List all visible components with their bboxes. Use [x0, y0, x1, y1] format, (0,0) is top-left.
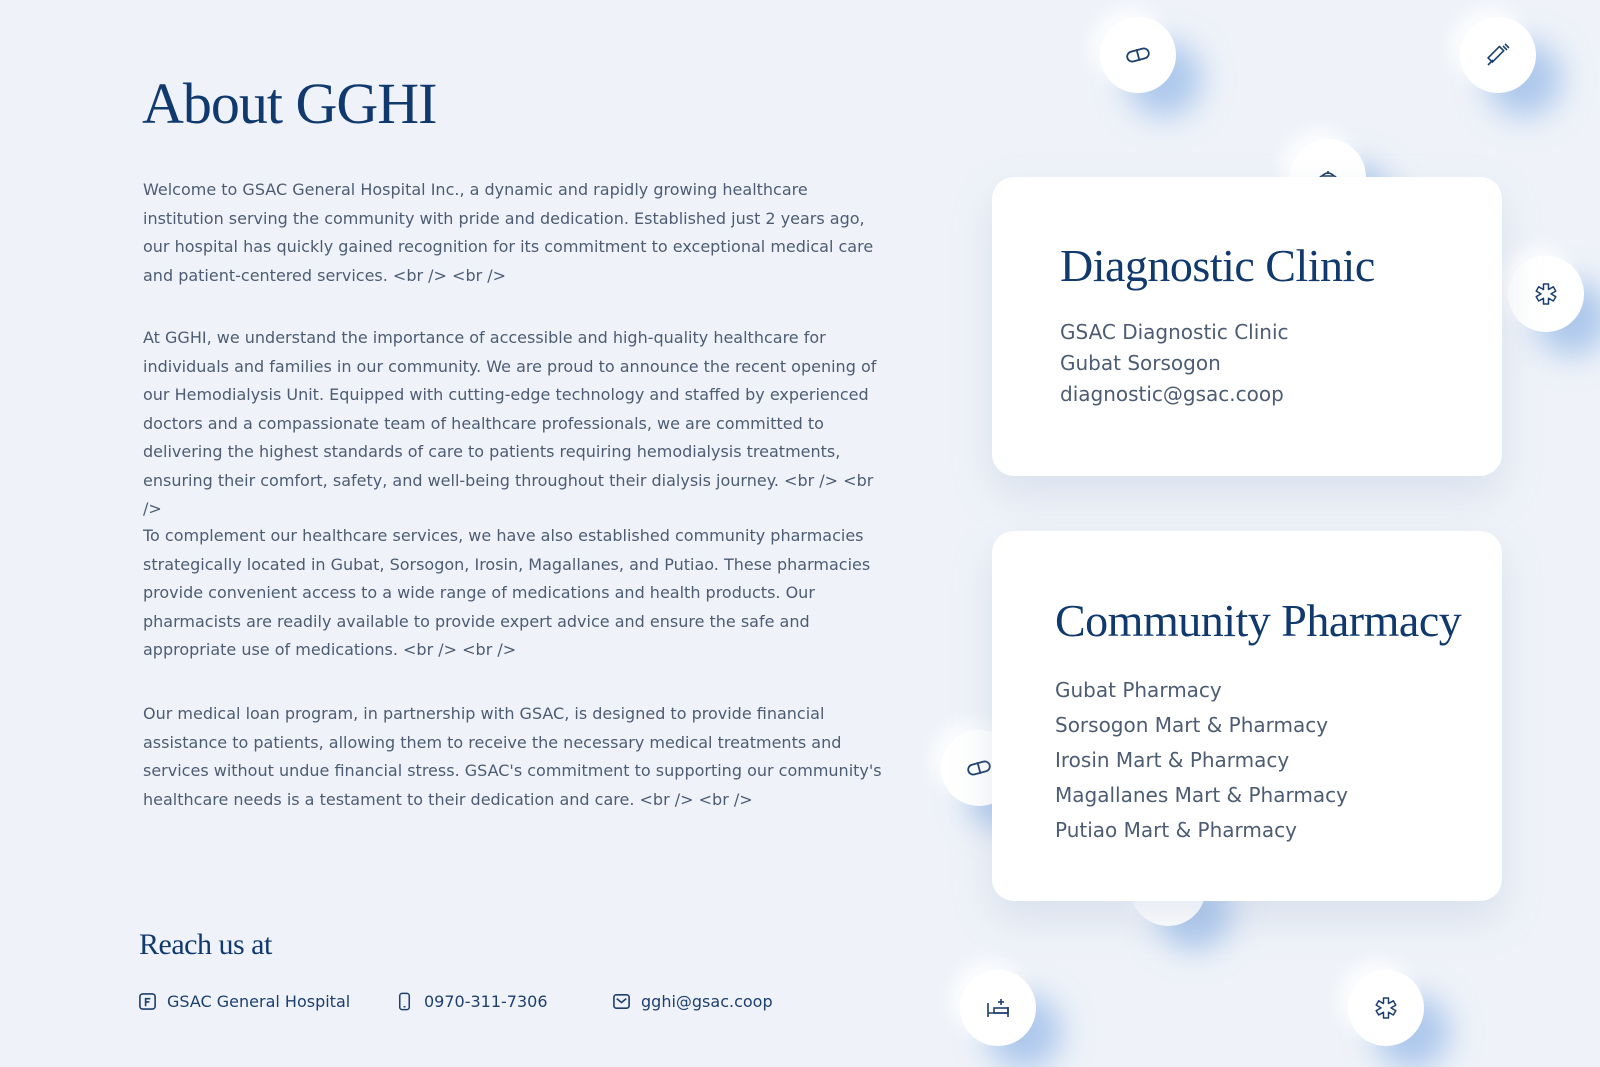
medical-star-bubble: [1508, 256, 1584, 332]
about-paragraph: To complement our healthcare services, we have also established community pharmacies strategically located in Gubat, Sorsogon, Irosin, Magallanes, and Putiao. These pharmacies provide convenient access to a wide range of medications and health products. Our pharmacists are readily available to provide expert advice and ensure the safe and appropriate use of medications. <br /> <br />: [143, 526, 871, 659]
about-paragraph: Our medical loan program, in partnership with GSAC, is designed to provide financial assistance to patients, allowing them to receive the necessary medical treatments and services without undue financial stress. GSAC's commitment to supporting our community's healthcare needs is a testament to their dedication and care. <br /> <br />: [143, 704, 882, 809]
email-address: gghi@gsac.coop: [641, 992, 773, 1011]
community-pharmacy-title: Community Pharmacy: [1055, 595, 1462, 646]
pharmacy-item: Magallanes Mart & Pharmacy: [1055, 783, 1348, 807]
email-link[interactable]: [612, 992, 773, 1011]
hospital-bed-icon: [983, 993, 1013, 1023]
medical-star-icon: [1371, 993, 1401, 1023]
capsule-icon: [1123, 40, 1153, 70]
about-paragraph: At GGHI, we understand the importance of accessible and high-quality healthcare for individuals and families in our community. We are proud to announce the recent opening of our Hemodialysis Unit. Equipped with cutting-edge technology and staffed by experienced doctors and a compassionate team of healthcare professionals, we are committed to delivering the highest standards of care to patients requiring hemodialysis treatments, ensuring their comfort, safety, and well-being throughout their dialysis journey. <br /> <br />: [143, 328, 877, 518]
capsule-icon: [964, 753, 994, 783]
pharmacy-item: Putiao Mart & Pharmacy: [1055, 818, 1297, 842]
phone-link[interactable]: [395, 992, 548, 1011]
reach-us-title: Reach us at: [139, 928, 272, 961]
syringe-bubble: [1460, 17, 1536, 93]
facebook-link[interactable]: [138, 992, 350, 1011]
diagnostic-clinic-card: [992, 177, 1502, 476]
pharmacy-item: Gubat Pharmacy: [1055, 678, 1222, 702]
pharmacy-list: [1055, 673, 1348, 848]
phone-icon: [395, 992, 414, 1011]
capsule-bubble: [1100, 17, 1176, 93]
medical-star-icon: [1531, 279, 1561, 309]
diagnostic-clinic-title: Diagnostic Clinic: [1060, 240, 1375, 291]
about-paragraph: Welcome to GSAC General Hospital Inc., a dynamic and rapidly growing healthcare institution serving the community with pride and dedication. Established just 2 years ago, our hospital has quickly gained recognition for its commitment to exceptional medical care and patient-centered services. <br /> <br />: [143, 180, 874, 285]
pharmacy-item: Irosin Mart & Pharmacy: [1055, 748, 1290, 772]
community-pharmacy-card: [992, 531, 1502, 901]
diagnostic-detail-email[interactable]: diagnostic@gsac.coop: [1060, 382, 1284, 406]
medical-star-bubble-lower: [1348, 970, 1424, 1046]
diagnostic-detail-name: GSAC Diagnostic Clinic: [1060, 320, 1289, 344]
phone-number: 0970-311-7306: [424, 992, 548, 1011]
mail-icon: [612, 992, 631, 1011]
about-title: About GGHI: [142, 71, 437, 136]
diagnostic-details: [1060, 317, 1289, 410]
pharmacy-item: Sorsogon Mart & Pharmacy: [1055, 713, 1329, 737]
hospital-bed-bubble: [960, 970, 1036, 1046]
facebook-label: GSAC General Hospital: [167, 992, 351, 1011]
facebook-icon: [138, 992, 157, 1011]
diagnostic-detail-location: Gubat Sorsogon: [1060, 351, 1221, 375]
syringe-icon: [1483, 40, 1513, 70]
